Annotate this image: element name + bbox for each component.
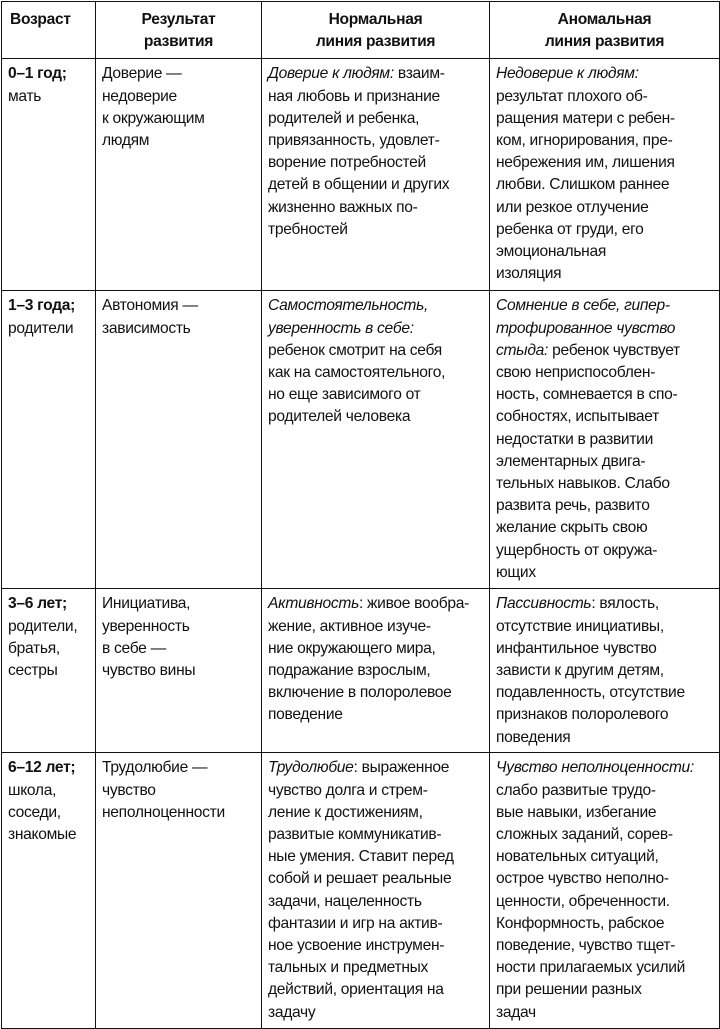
abnormal-cell-line: слабо развитые трудо- — [496, 781, 656, 799]
normal-cell-line — [268, 318, 483, 340]
age-period: 1–3 года; — [8, 297, 76, 315]
normal-cell-line: чувство долга и стрем- — [268, 781, 428, 799]
abnormal-cell-line: ность, сомневается в спо- — [496, 386, 678, 404]
normal-cell-lead: Самостоятельность, — [268, 297, 429, 315]
age-period: 0–1 год; — [8, 65, 67, 83]
abnormal-cell-line: изоляция — [496, 265, 562, 283]
abnormal-cell-lead: Чувство неполноценности: — [496, 759, 694, 777]
abnormal-cell-line: зависти к другим детям, — [496, 662, 664, 680]
normal-cell-lead: уверенность в себе: — [268, 319, 414, 337]
abnormal-cell-line — [496, 63, 713, 85]
abnormal-cell-line: недостатки в развитии — [496, 430, 654, 448]
abnormal-cell-line: острое чувство неполно- — [496, 870, 669, 888]
normal-cell-line — [268, 295, 483, 317]
abnormal-cell-line — [496, 757, 713, 779]
normal-cell-line: ное усвоение инструмен- — [268, 937, 445, 955]
normal-cell-line: задачу — [268, 1003, 316, 1021]
abnormal-cell-line: ребенка от груди, его — [496, 220, 644, 238]
abnormal-cell-line: вые навыки, избегание — [496, 803, 657, 821]
result-line: к окружающим — [102, 109, 205, 127]
table-row — [2, 291, 720, 589]
abnormal-cell-line — [496, 318, 713, 340]
normal-cell-lead: Активность — [268, 595, 359, 613]
normal-cell-line: родителей человека — [268, 408, 411, 426]
header-normal — [262, 2, 490, 59]
age-cell — [2, 589, 96, 753]
result-line: уверенность — [102, 617, 190, 635]
abnormal-cell-line: собностях, испытывает — [496, 408, 659, 426]
abnormal-cell-line — [496, 295, 713, 317]
age-social-circle: братья, — [8, 639, 60, 657]
result-line: людям — [102, 132, 150, 150]
normal-cell-line: требностей — [268, 220, 348, 238]
normal-cell-line: собой и решает реальные — [268, 870, 452, 888]
result-line: зависимость — [102, 319, 191, 337]
header-abnormal-line: Аномальная — [557, 11, 652, 28]
normal-cell-line: тальных и предметных — [268, 959, 429, 977]
normal-cell-line: привязанность, удовлет- — [268, 132, 440, 150]
age-period: 6–12 лет; — [8, 759, 76, 777]
age-social-circle: родители, — [8, 617, 78, 635]
normal-cell-line: Трудолюбие: выраженное — [268, 759, 450, 777]
header-abnormal — [490, 2, 720, 59]
table-row — [2, 59, 720, 291]
abnormal-cell-line: результат плохого об- — [496, 87, 648, 105]
result-line: чувство — [102, 781, 156, 799]
abnormal-cell-line: инфантильное чувство — [496, 639, 657, 657]
normal-cell-line: родителей и ребенка, — [268, 109, 420, 127]
abnormal-cell-line: поведения — [496, 728, 571, 746]
normal-cell — [262, 59, 490, 291]
abnormal-cell-lead: стыда: — [496, 341, 549, 359]
abnormal-cell-lead: Сомнение в себе, гипер- — [496, 297, 670, 315]
result-cell — [96, 59, 262, 291]
normal-cell — [262, 753, 490, 1029]
normal-cell-line: как на самостоятельного, — [268, 364, 446, 382]
abnormal-cell-line: любви. Слишком раннее — [496, 176, 670, 194]
page — [0, 1, 720, 1029]
header-normal-line: Нормальная — [328, 11, 423, 28]
normal-cell-line: поведение — [268, 706, 343, 724]
header-abnormal-line: линия развития — [544, 33, 665, 51]
abnormal-cell-line: тельных навыков. Слабо — [496, 475, 670, 493]
normal-cell-line: развитые коммуникатив- — [268, 826, 442, 844]
abnormal-cell-line: ющих — [496, 563, 536, 581]
result-cell — [96, 753, 262, 1029]
abnormal-cell-line: элементарных двига- — [496, 452, 646, 470]
result-line: недоверие — [102, 87, 177, 105]
result-cell — [96, 291, 262, 589]
normal-cell-line: ная любовь и признание — [268, 87, 440, 105]
table-row — [2, 753, 720, 1029]
age-social-circle: мать — [8, 87, 42, 105]
normal-cell-line: фантазии и игр на актив- — [268, 914, 443, 932]
abnormal-cell-line: отсутствие инициативы, — [496, 617, 664, 635]
abnormal-cell-line: или резкое отлучение — [496, 198, 649, 216]
abnormal-cell-line: задач — [496, 1003, 536, 1021]
age-social-circle: сестры — [8, 662, 58, 680]
normal-cell-line: задачи, нацеленность — [268, 892, 422, 910]
development-stages-table — [1, 1, 720, 1029]
abnormal-cell — [490, 291, 720, 589]
normal-cell-line: подражание взрослым, — [268, 662, 431, 680]
header-result — [96, 2, 262, 59]
normal-cell-lead: Трудолюбие — [268, 759, 354, 777]
result-line: неполноценности — [102, 803, 225, 821]
result-line: Автономия — — [102, 297, 198, 315]
normal-cell — [262, 291, 490, 589]
abnormal-cell — [490, 589, 720, 753]
normal-cell-line: ребенок смотрит на себя — [268, 341, 442, 359]
abnormal-cell-line: ращения матери с ребен- — [496, 109, 675, 127]
abnormal-cell-line: ности прилагаемых усилий — [496, 959, 686, 977]
header-result-line: Результат — [141, 11, 216, 28]
age-cell — [2, 753, 96, 1029]
abnormal-cell-lead: Пассивность — [496, 595, 592, 613]
result-line: Инициатива, — [102, 595, 191, 613]
normal-cell-line: жение, активное изуче- — [268, 617, 431, 635]
result-line: чувство вины — [102, 662, 196, 680]
abnormal-cell-line: эмоциональная — [496, 243, 607, 261]
table-row — [2, 589, 720, 753]
normal-cell-line: ные умения. Ставит перед — [268, 848, 454, 866]
age-cell — [2, 291, 96, 589]
abnormal-cell-line: Конформность, рабское — [496, 914, 665, 932]
result-line: Трудолюбие — — [102, 759, 208, 777]
abnormal-cell-lead: Недоверие к людям: — [496, 65, 639, 83]
age-cell — [2, 59, 96, 291]
age-social-circle: родители — [8, 319, 74, 337]
abnormal-cell-line: новательных ситуаций, — [496, 848, 659, 866]
abnormal-cell-line: ком, игнорирования, пре- — [496, 132, 673, 150]
normal-cell — [262, 589, 490, 753]
result-line: в себе — — [102, 639, 166, 657]
abnormal-cell-line: подавленность, отсутствие — [496, 684, 685, 702]
abnormal-cell — [490, 59, 720, 291]
abnormal-cell-line: желание скрыть свою — [496, 519, 648, 537]
abnormal-cell-line: небрежения им, лишения — [496, 154, 675, 172]
abnormal-cell-line: Пассивность: вялость, — [496, 595, 659, 613]
normal-cell-lead: Доверие к людям: — [268, 65, 394, 83]
result-line: Доверие — — [102, 65, 182, 83]
normal-cell-line: ление к достижениям, — [268, 803, 423, 821]
abnormal-cell — [490, 753, 720, 1029]
normal-cell-line: Доверие к людям: взаим- — [268, 65, 445, 83]
header-normal-line: линия развития — [315, 33, 436, 51]
age-period: 3–6 лет; — [8, 595, 67, 613]
header-age: Возраст — [2, 2, 96, 59]
abnormal-cell-line: ущербность от окружа- — [496, 541, 658, 559]
normal-cell-line: ворение потребностей — [268, 154, 426, 172]
normal-cell-line: детей в общении и других — [268, 176, 450, 194]
normal-cell-line: включение в полоролевое — [268, 684, 452, 702]
abnormal-cell-line: при решении разных — [496, 981, 642, 999]
normal-cell-line: жизненно важных по- — [268, 198, 418, 216]
abnormal-cell-line: ценности, обреченности. — [496, 892, 670, 910]
age-social-circle: школа, — [8, 781, 57, 799]
abnormal-cell-line: стыда: ребенок чувствует — [496, 341, 680, 359]
normal-cell-line: действий, ориентация на — [268, 981, 444, 999]
abnormal-cell-lead: трофированное чувство — [496, 319, 676, 337]
abnormal-cell-line: признаков полоролевого — [496, 706, 669, 724]
normal-cell-line: ние окружающего мира, — [268, 639, 436, 657]
normal-cell-line: Активность: живое вообра- — [268, 595, 470, 613]
header-result-line: развития — [143, 33, 214, 51]
age-social-circle: знакомые — [8, 826, 77, 844]
abnormal-cell-line: сложных заданий, сорев- — [496, 826, 673, 844]
table-header-row — [2, 2, 720, 59]
abnormal-cell-line: развита речь, развито — [496, 497, 650, 515]
abnormal-cell-line: поведение, чувство тщет- — [496, 937, 676, 955]
result-cell — [96, 589, 262, 753]
normal-cell-line: но еще зависимого от — [268, 386, 421, 404]
age-social-circle: соседи, — [8, 803, 61, 821]
abnormal-cell-line: свою неприспособлен- — [496, 364, 656, 382]
